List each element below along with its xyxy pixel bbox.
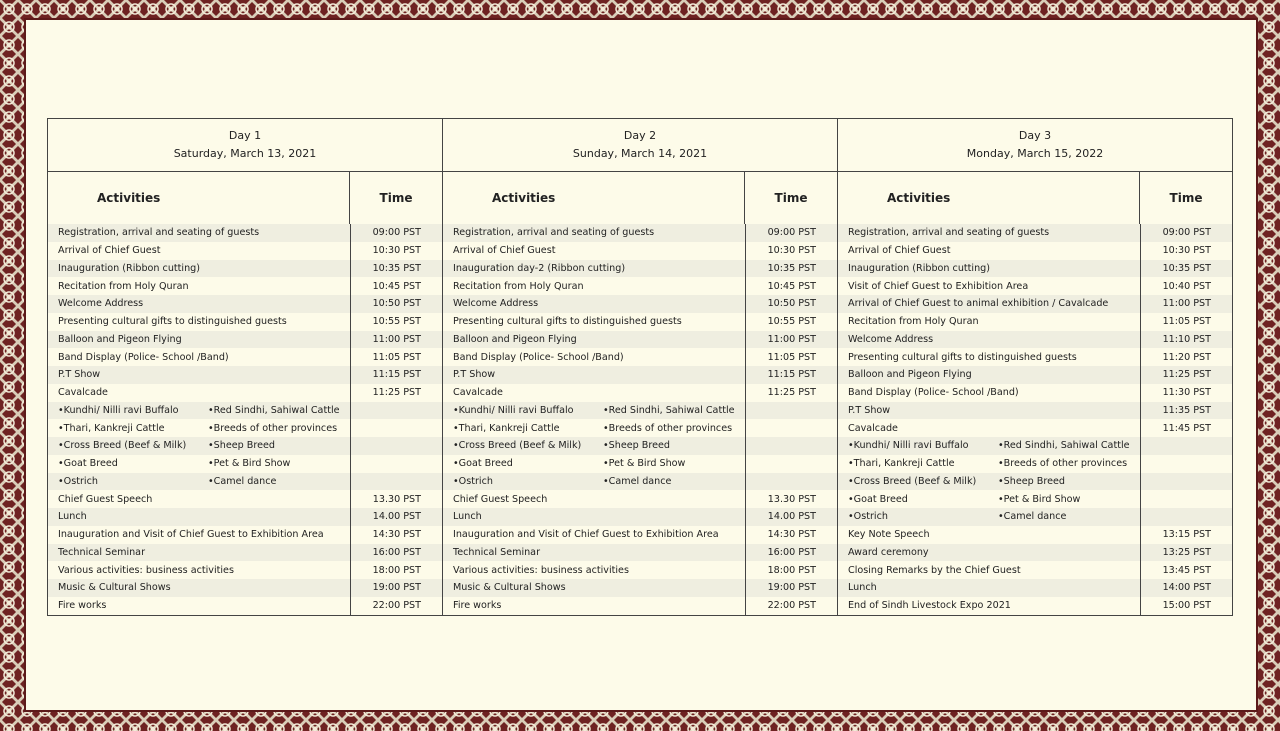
day-date: Saturday, March 13, 2021 — [173, 147, 317, 160]
schedule-row — [48, 455, 442, 473]
activity-cell — [48, 369, 350, 380]
activity-cell — [443, 494, 745, 505]
activity-text: Registration, arrival and seating of guests — [58, 227, 260, 239]
activity-cell — [48, 334, 350, 345]
time-cell: 16:00 PST — [767, 546, 816, 558]
activity-text: •Breeds of other provinces — [998, 458, 1128, 470]
schedule-row — [838, 419, 1232, 437]
activity-text: •Ostrich — [848, 511, 888, 523]
time-cell: 22:00 PST — [767, 600, 816, 612]
activity-cell — [838, 352, 1140, 363]
activity-text: •Sheep Breed — [208, 440, 275, 452]
schedule-row — [443, 437, 837, 455]
activity-cell — [48, 547, 350, 558]
schedule-row — [443, 366, 837, 384]
activity-text: Arrival of Chief Guest — [453, 245, 556, 257]
activity-text: Various activities: business activities — [453, 564, 629, 576]
activity-cell — [838, 369, 1140, 380]
activity-text: Cavalcade — [848, 422, 898, 434]
activity-text: Closing Remarks by the Chief Guest — [848, 564, 1021, 576]
schedule-row — [48, 544, 442, 562]
activity-text: •Red Sindhi, Sahiwal Cattle — [998, 440, 1130, 452]
activity-text: Cavalcade — [58, 387, 108, 399]
schedule-row — [838, 224, 1232, 242]
activity-cell — [443, 476, 745, 487]
activity-cell — [838, 600, 1140, 611]
time-cell: 11:00 PST — [767, 333, 816, 345]
activity-text: P.T Show — [848, 404, 891, 416]
activity-rows — [443, 224, 837, 615]
time-cell: 09:00 PST — [767, 227, 816, 239]
activity-cell — [443, 298, 745, 309]
time-cell: 11:10 PST — [1162, 333, 1211, 345]
activity-text: Band Display (Police- School /Band) — [58, 351, 229, 363]
activity-text: •Camel dance — [208, 475, 277, 487]
schedule-row — [443, 224, 837, 242]
time-cell: 13:25 PST — [1162, 546, 1211, 558]
day-header — [48, 119, 442, 172]
activity-text: •Sheep Breed — [603, 440, 670, 452]
activity-cell — [838, 511, 1140, 522]
time-header: Time — [1169, 191, 1203, 205]
activity-text: •Kundhi/ Nilli ravi Buffalo — [453, 404, 574, 416]
activity-text: Inauguration (Ribbon cutting) — [848, 262, 990, 274]
activity-text: Recitation from Holy Quran — [453, 280, 584, 292]
time-cell: 10:45 PST — [372, 280, 421, 292]
activity-text: Arrival of Chief Guest — [58, 245, 161, 257]
time-cell: 11:25 PST — [1162, 369, 1211, 381]
activity-text: Chief Guest Speech — [453, 493, 548, 505]
activity-cell — [838, 316, 1140, 327]
activity-cell — [443, 458, 745, 469]
activity-cell — [443, 565, 745, 576]
activity-cell — [838, 245, 1140, 256]
schedule-row — [838, 597, 1232, 615]
activity-cell — [48, 565, 350, 576]
time-header: Time — [774, 191, 808, 205]
schedule-row — [443, 526, 837, 544]
time-cell: 11:05 PST — [1162, 316, 1211, 328]
activity-cell — [48, 458, 350, 469]
activity-text: Music & Cultural Shows — [58, 582, 171, 594]
schedule-row — [48, 508, 442, 526]
activity-cell — [838, 298, 1140, 309]
activity-text: •Ostrich — [58, 475, 98, 487]
schedule-row — [443, 579, 837, 597]
activity-cell — [443, 263, 745, 274]
schedule-row — [838, 295, 1232, 313]
activity-text: •Breeds of other provinces — [603, 422, 733, 434]
schedule-table — [47, 118, 1233, 616]
activity-text: End of Sindh Livestock Expo 2021 — [848, 600, 1011, 612]
activity-text: Fire works — [58, 600, 107, 612]
activity-text: •Thari, Kankreji Cattle — [453, 422, 560, 434]
activity-text: Balloon and Pigeon Flying — [848, 369, 972, 381]
activities-header: Activities — [48, 172, 350, 224]
activity-text: Registration, arrival and seating of guests — [453, 227, 655, 239]
activity-text: Inauguration (Ribbon cutting) — [58, 262, 200, 274]
schedule-row — [838, 242, 1232, 260]
schedule-row — [443, 402, 837, 420]
activity-text: Award ceremony — [848, 546, 929, 558]
activity-text: Fire works — [453, 600, 502, 612]
schedule-row — [48, 348, 442, 366]
time-cell: 15:00 PST — [1162, 600, 1211, 612]
schedule-row — [838, 331, 1232, 349]
activity-text: •Sheep Breed — [998, 475, 1065, 487]
time-cell: 19:00 PST — [372, 582, 421, 594]
time-cell: 13:15 PST — [1162, 529, 1211, 541]
activity-cell — [443, 440, 745, 451]
schedule-row — [838, 366, 1232, 384]
activity-text: Band Display (Police- School /Band) — [848, 387, 1019, 399]
activity-text: •Goat Breed — [453, 458, 513, 470]
column-headers — [443, 172, 837, 224]
schedule-row — [443, 313, 837, 331]
activity-text: •Goat Breed — [848, 493, 908, 505]
activity-cell — [443, 334, 745, 345]
activity-cell — [443, 245, 745, 256]
time-cell: 11:30 PST — [1162, 387, 1211, 399]
activity-text: Inauguration and Visit of Chief Guest to Exhibition Area — [453, 529, 719, 541]
schedule-row — [48, 419, 442, 437]
time-cell: 14.00 PST — [372, 511, 421, 523]
schedule-row — [48, 384, 442, 402]
schedule-row — [838, 561, 1232, 579]
activity-text: Visit of Chief Guest to Exhibition Area — [848, 280, 1029, 292]
schedule-row — [838, 473, 1232, 491]
time-cell: 10:35 PST — [372, 262, 421, 274]
activity-text: •Kundhi/ Nilli ravi Buffalo — [848, 440, 969, 452]
activity-rows — [838, 224, 1232, 615]
schedule-row — [838, 508, 1232, 526]
day-date: Monday, March 15, 2022 — [966, 147, 1104, 160]
time-cell: 19:00 PST — [767, 582, 816, 594]
activity-cell — [48, 263, 350, 274]
activity-text: Inauguration day-2 (Ribbon cutting) — [453, 262, 626, 274]
activity-cell — [48, 281, 350, 292]
day-header — [443, 119, 837, 172]
activity-cell — [443, 547, 745, 558]
activity-cell — [838, 547, 1140, 558]
day-column-2 — [443, 119, 838, 615]
activity-cell — [48, 245, 350, 256]
activity-text: •Cross Breed (Beef & Milk) — [453, 440, 582, 452]
activity-cell — [48, 405, 350, 416]
activity-cell — [48, 529, 350, 540]
time-cell: 13.30 PST — [767, 493, 816, 505]
activity-cell — [48, 476, 350, 487]
schedule-row — [838, 277, 1232, 295]
activity-text: Welcome Address — [58, 298, 144, 310]
activity-text: •Thari, Kankreji Cattle — [58, 422, 165, 434]
schedule-row — [443, 473, 837, 491]
schedule-row — [838, 490, 1232, 508]
activity-cell — [48, 582, 350, 593]
activity-cell — [443, 582, 745, 593]
time-cell: 14.00 PST — [767, 511, 816, 523]
activity-text: •Ostrich — [453, 475, 493, 487]
day-date: Sunday, March 14, 2021 — [572, 147, 708, 160]
time-cell: 10:35 PST — [1162, 262, 1211, 274]
column-headers — [838, 172, 1232, 224]
activity-cell — [838, 529, 1140, 540]
time-cell: 09:00 PST — [1162, 227, 1211, 239]
activity-cell — [443, 511, 745, 522]
activity-cell — [48, 227, 350, 238]
activity-cell — [838, 494, 1140, 505]
time-cell: 22:00 PST — [372, 600, 421, 612]
activity-cell — [443, 316, 745, 327]
time-cell: 10:30 PST — [372, 245, 421, 257]
activity-text: Welcome Address — [848, 333, 934, 345]
activity-text: Recitation from Holy Quran — [848, 316, 979, 328]
activity-cell — [443, 281, 745, 292]
day-column-3 — [838, 119, 1232, 615]
day-column-1 — [48, 119, 443, 615]
activity-cell — [48, 352, 350, 363]
activity-text: Lunch — [848, 582, 877, 594]
activity-cell — [48, 298, 350, 309]
schedule-row — [48, 597, 442, 615]
schedule-row — [48, 331, 442, 349]
time-cell: 11:20 PST — [1162, 351, 1211, 363]
time-cell: 10:55 PST — [767, 316, 816, 328]
activity-text: Welcome Address — [453, 298, 539, 310]
time-cell: 14:30 PST — [767, 529, 816, 541]
activity-rows — [48, 224, 442, 615]
time-cell: 11:00 PST — [1162, 298, 1211, 310]
activity-text: Recitation from Holy Quran — [58, 280, 189, 292]
activity-text: Technical Seminar — [453, 546, 541, 558]
activity-text: •Cross Breed (Beef & Milk) — [848, 475, 977, 487]
time-cell: 11:25 PST — [767, 387, 816, 399]
activity-cell — [443, 600, 745, 611]
schedule-row — [838, 437, 1232, 455]
schedule-row — [838, 260, 1232, 278]
activity-cell — [443, 423, 745, 434]
time-cell: 18:00 PST — [767, 564, 816, 576]
time-cell: 16:00 PST — [372, 546, 421, 558]
time-cell: 11:25 PST — [372, 387, 421, 399]
activity-cell — [48, 600, 350, 611]
activity-cell — [838, 281, 1140, 292]
activity-text: Technical Seminar — [58, 546, 146, 558]
activity-text: Lunch — [453, 511, 482, 523]
schedule-row — [48, 295, 442, 313]
schedule-row — [48, 561, 442, 579]
activity-text: •Pet & Bird Show — [603, 458, 686, 470]
activity-cell — [838, 423, 1140, 434]
time-header: Time — [379, 191, 413, 205]
column-headers — [48, 172, 442, 224]
time-cell: 14:30 PST — [372, 529, 421, 541]
schedule-row — [443, 260, 837, 278]
activity-cell — [838, 440, 1140, 451]
schedule-row — [48, 277, 442, 295]
schedule-row — [838, 313, 1232, 331]
time-cell: 13.30 PST — [372, 493, 421, 505]
activity-cell — [838, 565, 1140, 576]
schedule-row — [48, 224, 442, 242]
schedule-row — [48, 242, 442, 260]
activity-cell — [48, 316, 350, 327]
activity-text: •Red Sindhi, Sahiwal Cattle — [208, 404, 340, 416]
activity-text: •Kundhi/ Nilli ravi Buffalo — [58, 404, 179, 416]
activity-cell — [443, 369, 745, 380]
activity-cell — [838, 405, 1140, 416]
activity-text: Presenting cultural gifts to distinguished guests — [453, 316, 682, 328]
schedule-row — [48, 402, 442, 420]
activities-header: Activities — [443, 172, 745, 224]
schedule-row — [443, 597, 837, 615]
schedule-row — [443, 561, 837, 579]
activity-text: Inauguration and Visit of Chief Guest to Exhibition Area — [58, 529, 324, 541]
activity-text: Arrival of Chief Guest to animal exhibition / Cavalcade — [848, 298, 1109, 310]
time-cell: 11:15 PST — [372, 369, 421, 381]
activity-text: •Red Sindhi, Sahiwal Cattle — [603, 404, 735, 416]
activity-text: Chief Guest Speech — [58, 493, 153, 505]
time-cell: 10:40 PST — [1162, 280, 1211, 292]
activity-text: •Pet & Bird Show — [998, 493, 1081, 505]
schedule-row — [48, 490, 442, 508]
schedule-row — [443, 277, 837, 295]
activity-text: Key Note Speech — [848, 529, 930, 541]
activity-text: P.T Show — [453, 369, 496, 381]
activity-cell — [838, 582, 1140, 593]
schedule-row — [838, 455, 1232, 473]
activity-cell — [48, 423, 350, 434]
schedule-row — [48, 260, 442, 278]
activity-text: Lunch — [58, 511, 87, 523]
time-cell: 11:00 PST — [372, 333, 421, 345]
time-cell: 13:45 PST — [1162, 564, 1211, 576]
schedule-row — [48, 313, 442, 331]
time-cell: 10:50 PST — [767, 298, 816, 310]
schedule-row — [48, 366, 442, 384]
time-cell: 10:55 PST — [372, 316, 421, 328]
activity-cell — [443, 387, 745, 398]
time-cell: 09:00 PST — [372, 227, 421, 239]
schedule-row — [443, 242, 837, 260]
activity-cell — [443, 352, 745, 363]
time-cell: 10:50 PST — [372, 298, 421, 310]
time-cell: 10:45 PST — [767, 280, 816, 292]
activity-cell — [443, 529, 745, 540]
activity-text: Balloon and Pigeon Flying — [58, 333, 182, 345]
time-cell: 10:35 PST — [767, 262, 816, 274]
time-cell: 14:00 PST — [1162, 582, 1211, 594]
activity-cell — [838, 458, 1140, 469]
activity-text: •Camel dance — [998, 511, 1067, 523]
schedule-row — [443, 384, 837, 402]
activities-header: Activities — [838, 172, 1140, 224]
schedule-row — [48, 526, 442, 544]
activity-text: •Pet & Bird Show — [208, 458, 291, 470]
time-cell: 11:35 PST — [1162, 404, 1211, 416]
activity-cell — [838, 227, 1140, 238]
schedule-row — [838, 544, 1232, 562]
time-cell: 10:30 PST — [1162, 245, 1211, 257]
activity-text: Various activities: business activities — [58, 564, 234, 576]
schedule-row — [48, 437, 442, 455]
schedule-row — [443, 544, 837, 562]
time-cell: 11:45 PST — [1162, 422, 1211, 434]
day-title: Day 1 — [228, 129, 262, 142]
schedule-row — [443, 508, 837, 526]
activity-cell — [838, 263, 1140, 274]
schedule-row — [838, 402, 1232, 420]
schedule-row — [838, 384, 1232, 402]
activity-cell — [443, 405, 745, 416]
schedule-row — [443, 490, 837, 508]
activity-text: •Breeds of other provinces — [208, 422, 338, 434]
activity-cell — [48, 440, 350, 451]
activity-text: Arrival of Chief Guest — [848, 245, 951, 257]
activity-text: Presenting cultural gifts to distinguished guests — [58, 316, 287, 328]
day-title: Day 3 — [1018, 129, 1052, 142]
schedule-row — [838, 526, 1232, 544]
activity-text: Band Display (Police- School /Band) — [453, 351, 624, 363]
schedule-row — [48, 579, 442, 597]
activity-cell — [48, 387, 350, 398]
activity-cell — [838, 476, 1140, 487]
activity-text: •Cross Breed (Beef & Milk) — [58, 440, 187, 452]
activity-text: Balloon and Pigeon Flying — [453, 333, 577, 345]
time-cell: 11:05 PST — [767, 351, 816, 363]
activity-cell — [838, 334, 1140, 345]
activity-cell — [48, 511, 350, 522]
activity-cell — [48, 494, 350, 505]
schedule-row — [838, 348, 1232, 366]
activity-text: Presenting cultural gifts to distinguished guests — [848, 351, 1077, 363]
time-cell: 11:15 PST — [767, 369, 816, 381]
schedule-row — [443, 348, 837, 366]
activity-text: •Goat Breed — [58, 458, 118, 470]
day-title: Day 2 — [623, 129, 657, 142]
activity-text: Music & Cultural Shows — [453, 582, 566, 594]
schedule-row — [443, 455, 837, 473]
activity-text: •Thari, Kankreji Cattle — [848, 458, 955, 470]
activity-cell — [838, 387, 1140, 398]
time-cell: 18:00 PST — [372, 564, 421, 576]
schedule-row — [443, 331, 837, 349]
page-panel — [26, 20, 1256, 710]
activity-text: •Camel dance — [603, 475, 672, 487]
activity-cell — [443, 227, 745, 238]
schedule-row — [443, 295, 837, 313]
schedule-row — [443, 419, 837, 437]
time-cell: 10:30 PST — [767, 245, 816, 257]
activity-text: Registration, arrival and seating of guests — [848, 227, 1050, 239]
day-header — [838, 119, 1232, 172]
activity-text: P.T Show — [58, 369, 101, 381]
schedule-row — [838, 579, 1232, 597]
activity-text: Cavalcade — [453, 387, 503, 399]
time-cell: 11:05 PST — [372, 351, 421, 363]
schedule-row — [48, 473, 442, 491]
